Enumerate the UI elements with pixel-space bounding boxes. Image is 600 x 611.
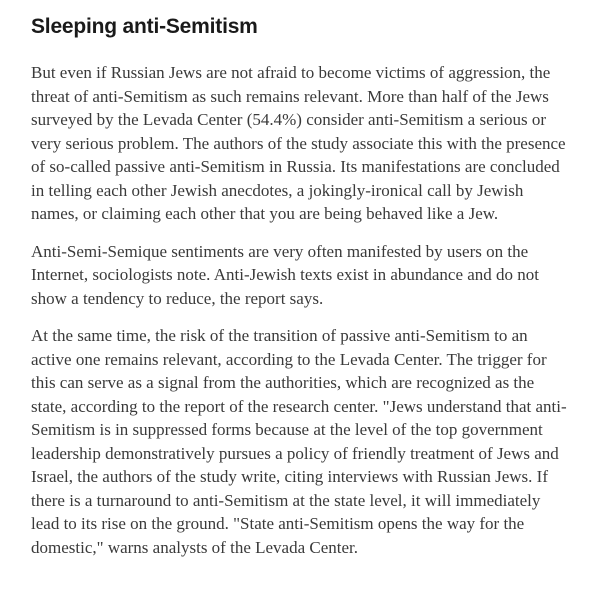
page-title: Sleeping anti-Semitism <box>31 15 258 38</box>
paragraph-3: At the same time, the risk of the transition of passive anti-Semitism to an active one remains relevant, according to the Levada Center. The trigger for this can serve as a signal from the authorities, which are recognized as the state, according to the report of the research center. "Jews understand that anti-Semitism is in suppressed forms because at the level of the top government leadership demonstratively pursues a policy of friendly treatment of Jews and Israel, the authors of the study write, citing interviews with Russian Jews. If there is a turnaround to anti-Semitism at the state level, it will immediately lead to its rise on the ground. "State anti-Semitism opens the way for the domestic," warns analysts of the Levada Center. <box>31 326 567 557</box>
paragraph-2: Anti-Semi-Semique sentiments are very often manifested by users on the Internet, sociologists note. Anti-Jewish texts exist in abundance and do not show a tendency to reduce, the report says. <box>31 241 540 308</box>
paragraph-1: But even if Russian Jews are not afraid to become victims of aggression, the threat of anti-Semitism as such remains relevant. More than half of the Jews surveyed by the Levada Center (54.4%) consider anti-Semitism a serious or very serious problem. The authors of the study associate this with the presence of so-called passive anti-Semitism in Russia. Its manifestations are concluded in telling each other Jewish anecdotes, a jokingly-ironical call by Jewish names, or claiming each other that you are being behaved like a Jew. <box>31 63 566 223</box>
